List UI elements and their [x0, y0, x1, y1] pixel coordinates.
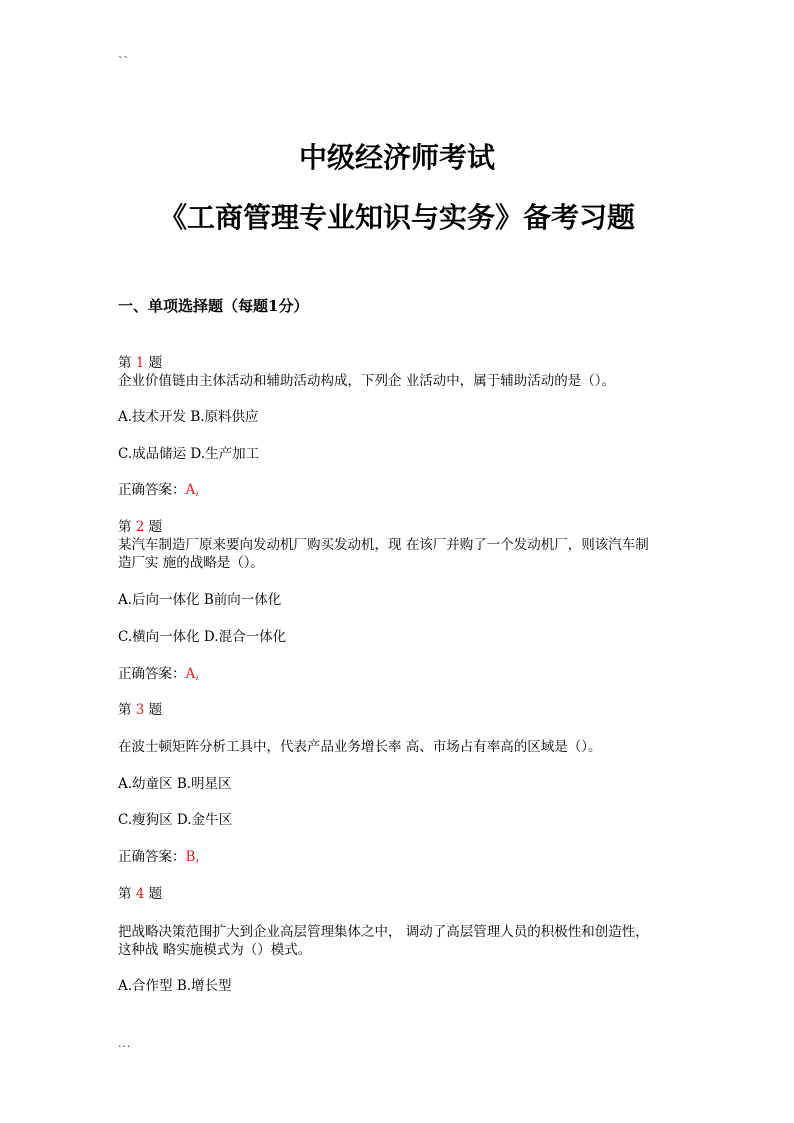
question-number: 1 [135, 355, 145, 371]
question-option: A.技术开发 B.原料供应 [118, 409, 259, 425]
document-title: 中级经济师考试 [298, 141, 495, 174]
answer-value: A, [185, 666, 200, 682]
question-option: C.成品储运 D.生产加工 [118, 446, 260, 462]
question-label: 第 2 题 [118, 519, 163, 535]
question-stem: 某汽车制造厂原来要向发动机厂购买发动机，现 在该厂并购了一个发动机厂，则该汽车制 [118, 537, 649, 553]
question-number: 4 [135, 886, 145, 902]
question-number: 2 [135, 519, 145, 535]
question-option: A.幼童区 B.明星区 [118, 776, 232, 792]
document-subtitle: 《工商管理专业知识与实务》备考习题 [158, 201, 635, 234]
answer-value: A, [185, 482, 200, 498]
section-heading: 一、单项选择题（每题1分） [118, 297, 309, 315]
question-option: A.合作型 B.增长型 [118, 978, 232, 994]
question-stem: 企业价值链由主体活动和辅助活动构成，下列企 业活动中，属于辅助活动的是（）。 [118, 373, 616, 389]
footer-mark: ... [118, 1037, 132, 1050]
question-label: 第 3 题 [118, 702, 163, 718]
question-stem: 把战略决策范围扩大到企业高层管理集体之中， 调动了高层管理人员的积极性和创造性， [118, 924, 649, 940]
question-option: C.横向一体化 D.混合一体化 [118, 629, 287, 645]
answer-value: B, [185, 849, 200, 865]
question-stem: 造厂实 施的战略是（）。 [118, 555, 265, 571]
question-number: 3 [135, 702, 145, 718]
answer-line: 正确答案：A, [118, 666, 200, 682]
question-label: 第 1 题 [118, 355, 163, 371]
answer-line: 正确答案：A, [118, 482, 200, 498]
question-option: C.瘦狗区 D.金牛区 [118, 812, 233, 828]
question-stem: 这种战 略实施模式为（）模式。 [118, 942, 312, 958]
question-label: 第 4 题 [118, 886, 163, 902]
question-stem: 在波士顿矩阵分析工具中，代表产品业务增长率 高、市场占有率高的区域是（）。 [118, 739, 602, 755]
answer-line: 正确答案：B, [118, 849, 200, 865]
header-mark: `` [118, 55, 129, 68]
question-option: A.后向一体化 B前向一体化 [118, 592, 282, 608]
